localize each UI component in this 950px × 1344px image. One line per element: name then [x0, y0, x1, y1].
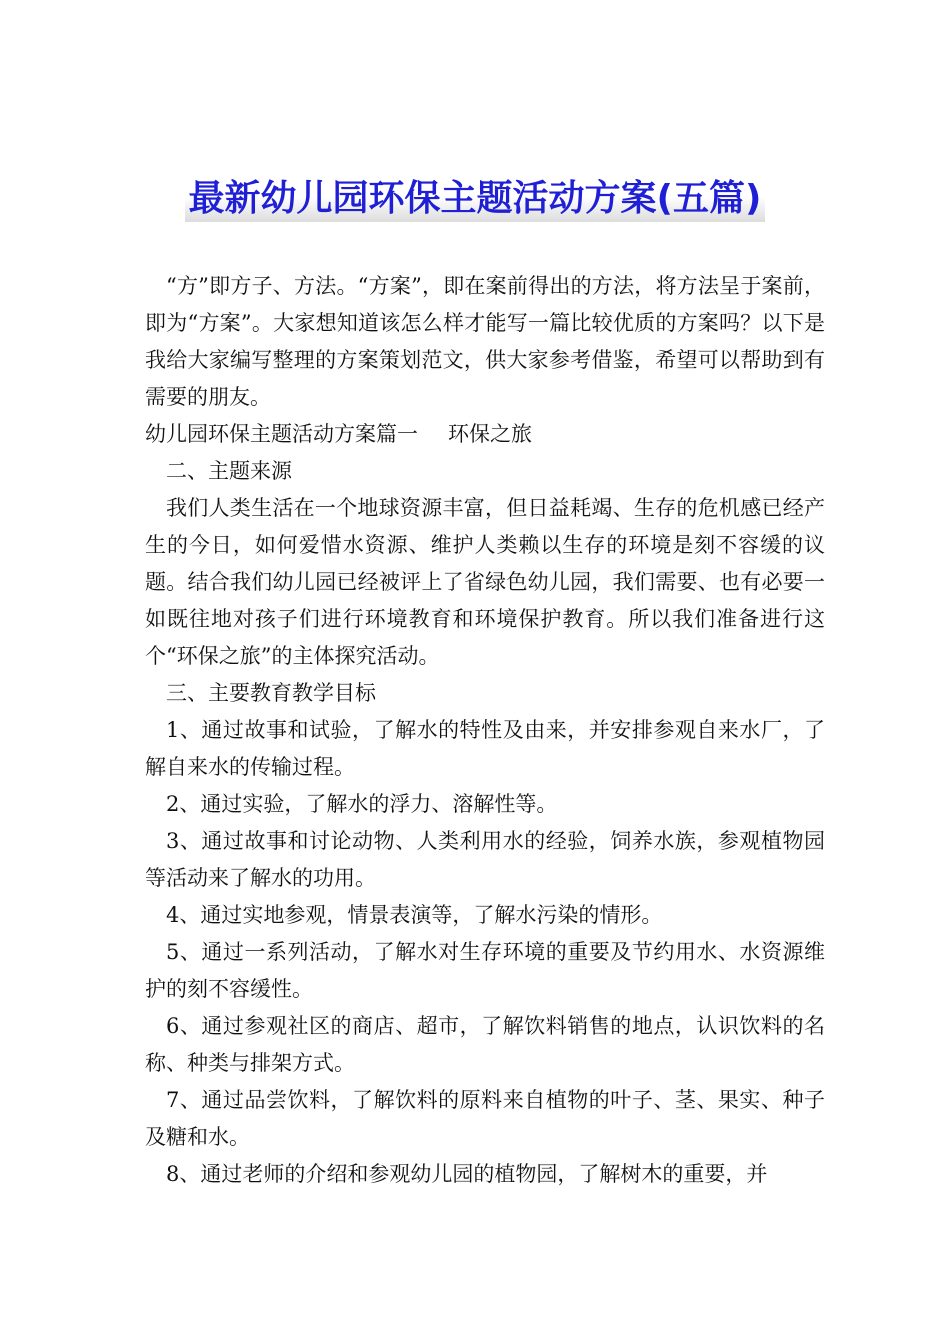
goal-item: 2、通过实验，了解水的浮力、溶解性等。 [166, 792, 558, 816]
goal-item: 4、通过实地参观，情景表演等，了解水污染的情形。 [166, 903, 663, 927]
goal-item: 5、通过一系列活动，了解水对生存环境的重要及节约用水、水资源维护的刻不容缓性。 [145, 940, 825, 1001]
heading-source: 二、主题来源 [166, 459, 292, 483]
document-title: 最新幼儿园环保主题活动方案(五篇) [185, 176, 766, 222]
section-title-sub: 环保之旅 [448, 422, 532, 446]
intro-paragraph: “方”即方子、方法。“方案”，即在案前得出的方法，将方法呈于案前，即为“方案”。大家想知道该怎么样才能写一篇比较优质的方案吗？以下是我给大家编写整理的方案策划范文，供大家参考借鉴，希望可以帮助到有需要的朋友。 [145, 274, 825, 409]
title-container [0, 176, 950, 222]
source-paragraph: 我们人类生活在一个地球资源丰富，但日益耗竭、生存的危机感已经产生的今日，如何爱惜水资源、维护人类赖以生存的环境是刻不容缓的议题。结合我们幼儿园已经被评上了省绿色幼儿园，我们需要、也有必要一如既往地对孩子们进行环境教育和环境保护教育。所以我们准备进行这个“环保之旅”的主体探究活动。 [145, 496, 825, 668]
section-title [145, 416, 825, 453]
goal-item: 1、通过故事和试验，了解水的特性及由来，并安排参观自来水厂，了解自来水的传输过程。 [145, 718, 825, 779]
heading-goals: 三、主要教育教学目标 [166, 681, 376, 705]
goal-item: 8、通过老师的介绍和参观幼儿园的植物园，了解树木的重要，并 [166, 1162, 768, 1186]
goal-item: 6、通过参观社区的商店、超市，了解饮料销售的地点，认识饮料的名称、种类与排架方式。 [145, 1014, 825, 1075]
goal-item: 3、通过故事和讨论动物、人类利用水的经验，饲养水族，参观植物园等活动来了解水的功用。 [145, 829, 825, 890]
document-body [145, 268, 825, 1193]
goal-item: 7、通过品尝饮料，了解饮料的原料来自植物的叶子、茎、果实、种子及糖和水。 [145, 1088, 825, 1149]
section-title-main: 幼儿园环保主题活动方案篇一 [145, 422, 418, 446]
